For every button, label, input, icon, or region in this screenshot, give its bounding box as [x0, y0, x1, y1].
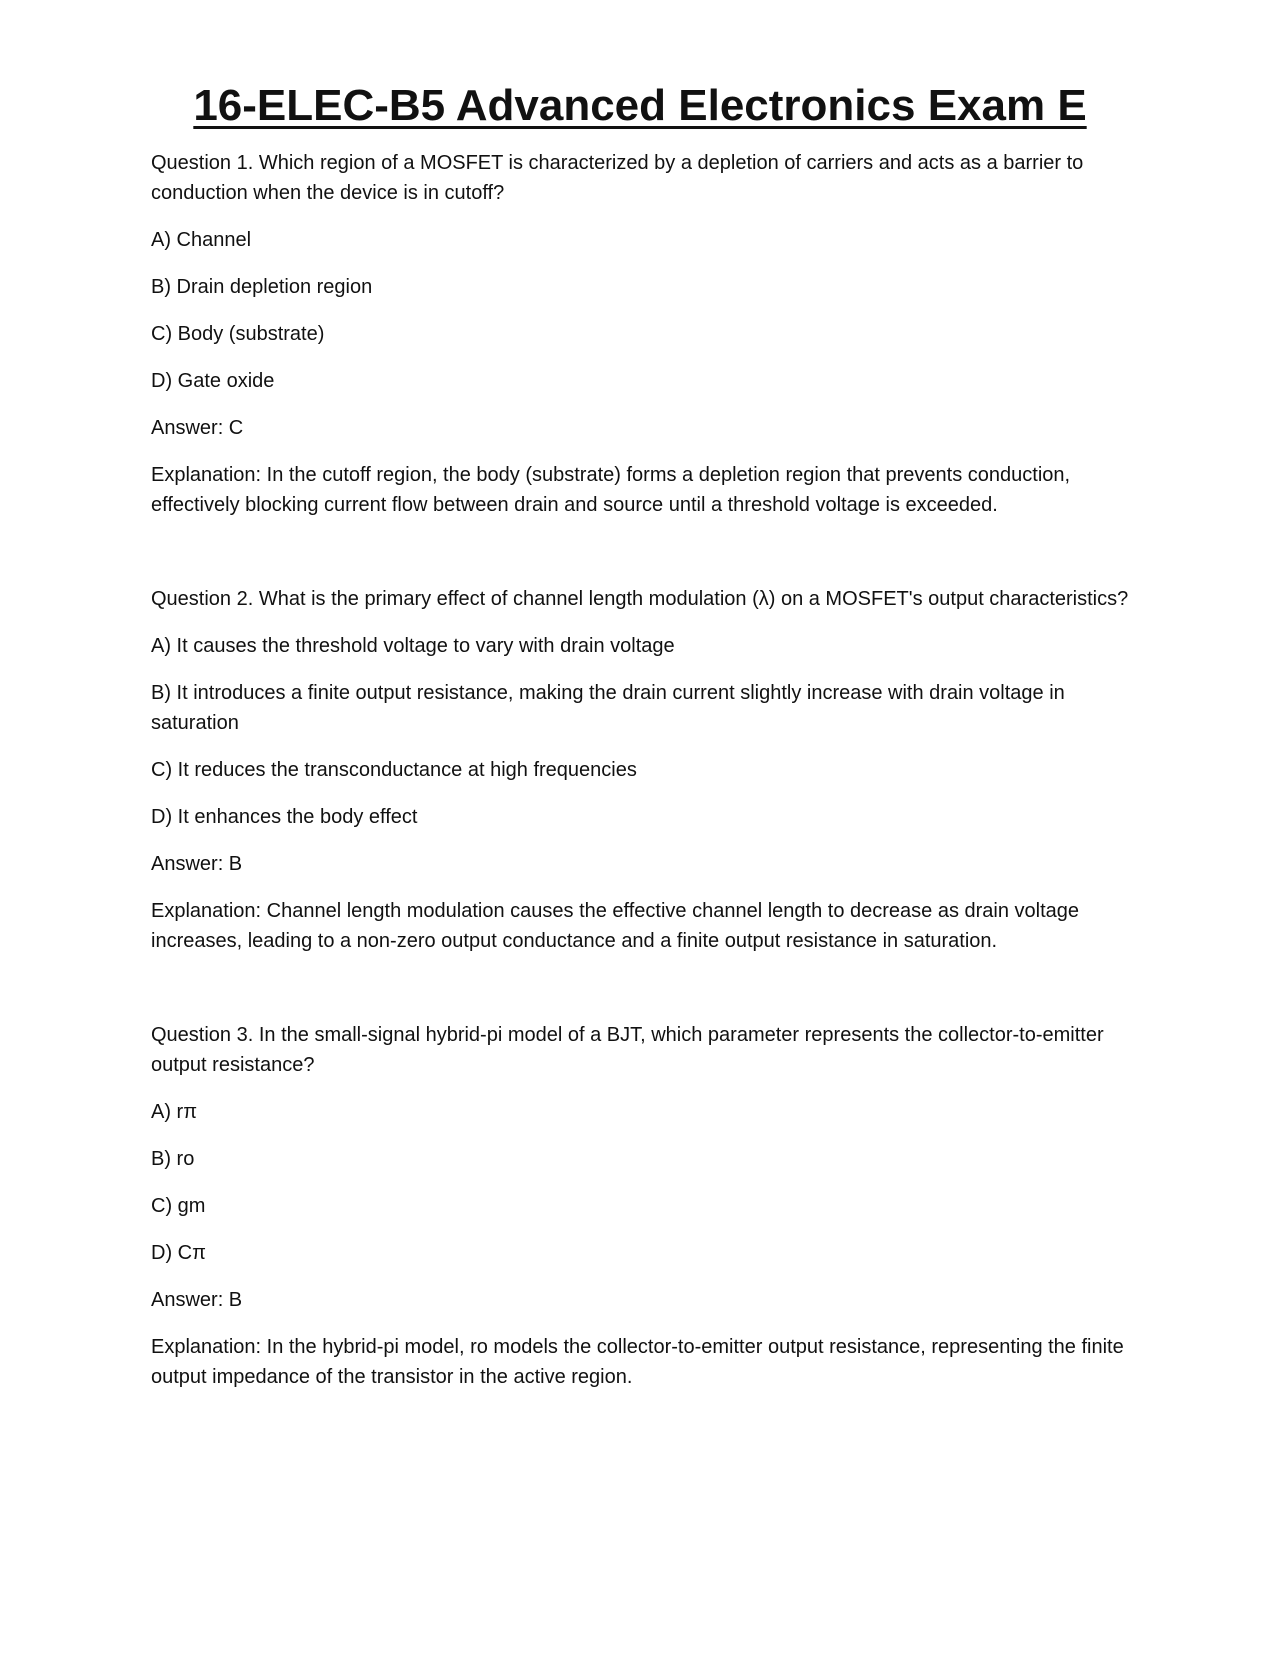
question-2-explanation: Explanation: Channel length modulation causes the effective channel length to decrease as drain voltage increases, leading to a non-zero output conductance and a finite output resistance in saturation. — [151, 900, 1080, 952]
question-2-answer: Answer: B — [151, 853, 243, 875]
question-2-option-b: B) It introduces a finite output resistance, making the drain current slightly increase with drain voltage in saturation — [151, 682, 1065, 734]
question-3-explanation: Explanation: In the hybrid-pi model, ro models the collector-to-emitter output resistance, representing the finite output impedance of the transistor in the active region. — [151, 1336, 1124, 1388]
question-1-option-c: C) Body (substrate) — [151, 323, 325, 345]
question-1-option-a: A) Channel — [151, 229, 252, 251]
question-3-option-b: B) ro — [151, 1148, 195, 1170]
question-1-option-b: B) Drain depletion region — [151, 276, 373, 298]
page-title-text: 16-ELEC-B5 Advanced Electronics Exam E — [193, 81, 1087, 130]
question-3-text: Question 3. In the small-signal hybrid-pi model of a BJT, which parameter represents the collector-to-emitter output resistance? — [151, 1024, 1104, 1076]
question-1 — [151, 148, 1131, 520]
question-2-option-a: A) It causes the threshold voltage to vary with drain voltage — [151, 635, 675, 657]
question-1-answer: Answer: C — [151, 417, 244, 439]
page-title — [0, 78, 1280, 134]
question-3 — [151, 1020, 1131, 1392]
exam-content — [151, 148, 1131, 1409]
question-2-option-d: D) It enhances the body effect — [151, 806, 418, 828]
question-3-option-c: C) gm — [151, 1195, 206, 1217]
question-1-option-d: D) Gate oxide — [151, 370, 275, 392]
question-3-answer: Answer: B — [151, 1289, 243, 1311]
question-3-option-d: D) Cπ — [151, 1242, 206, 1264]
question-2-text: Question 2. What is the primary effect of channel length modulation (λ) on a MOSFET's output characteristics? — [151, 588, 1129, 610]
question-1-text: Question 1. Which region of a MOSFET is characterized by a depletion of carriers and acts as a barrier to conduction when the device is in cutoff? — [151, 152, 1084, 204]
question-2 — [151, 584, 1131, 956]
question-2-option-c: C) It reduces the transconductance at high frequencies — [151, 759, 637, 781]
question-1-explanation: Explanation: In the cutoff region, the body (substrate) forms a depletion region that prevents conduction, effectively blocking current flow between drain and source until a threshold voltage is exceeded. — [151, 464, 1071, 516]
question-3-option-a: A) rπ — [151, 1101, 198, 1123]
